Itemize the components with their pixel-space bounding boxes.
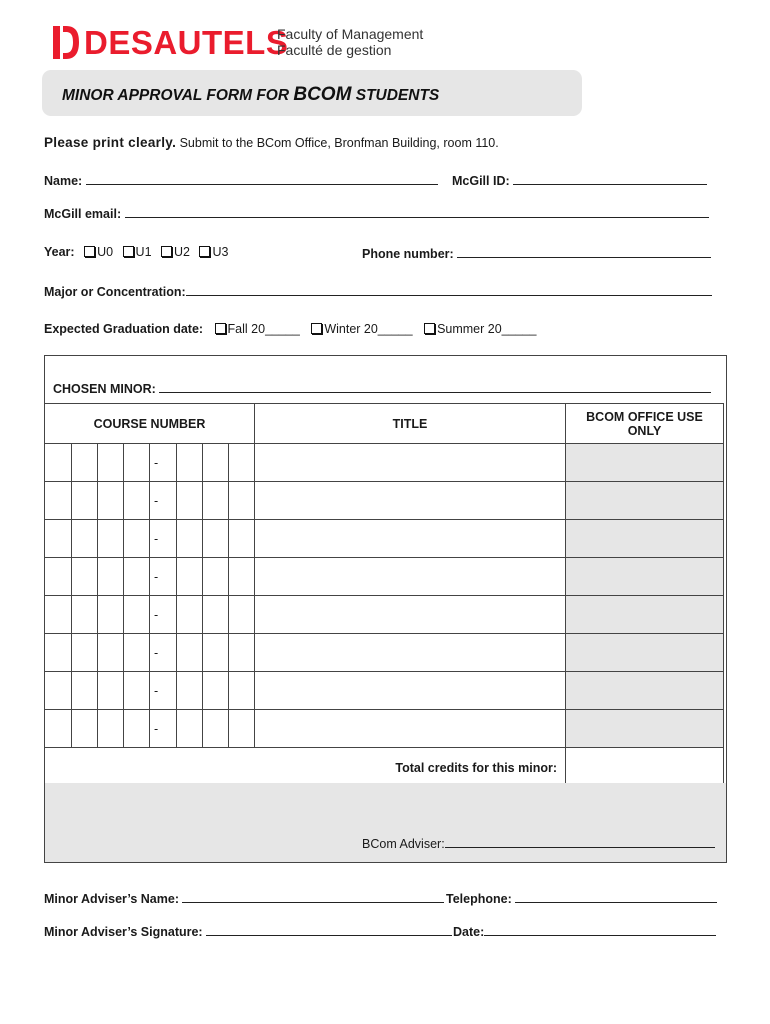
adviser-name-label: Minor Adviser’s Name: — [44, 892, 179, 906]
bcom-adviser-box — [44, 783, 727, 863]
course-number-cell[interactable] — [203, 634, 229, 672]
course-number-cell[interactable] — [98, 444, 124, 482]
table-row — [45, 520, 724, 558]
course-title-cell[interactable] — [255, 710, 566, 748]
course-number-cell[interactable] — [72, 596, 98, 634]
course-title-cell[interactable] — [255, 596, 566, 634]
course-number-cell[interactable] — [203, 672, 229, 710]
course-number-cell[interactable] — [98, 482, 124, 520]
course-number-cell[interactable] — [45, 520, 72, 558]
course-number-cell[interactable] — [124, 520, 150, 558]
total-credits-label: Total credits for this minor: — [45, 748, 566, 788]
course-number-header: COURSE NUMBER — [45, 404, 255, 444]
course-title-cell[interactable] — [255, 520, 566, 558]
course-number-separator: - — [150, 596, 177, 634]
grad-summer-checkbox[interactable] — [424, 323, 435, 334]
year-u2-label: U2 — [174, 245, 190, 259]
course-title-cell[interactable] — [255, 444, 566, 482]
phone-label: Phone number: — [362, 247, 454, 261]
logo-wordmark: DESAUTELS — [84, 24, 289, 61]
course-number-cell[interactable] — [45, 444, 72, 482]
course-number-cell[interactable] — [98, 710, 124, 748]
course-number-cell[interactable] — [98, 520, 124, 558]
office-use-cell — [566, 672, 724, 710]
grad-winter-checkbox[interactable] — [311, 323, 322, 334]
table-row — [45, 558, 724, 596]
office-use-cell — [566, 444, 724, 482]
course-number-separator: - — [150, 444, 177, 482]
course-number-cell[interactable] — [45, 634, 72, 672]
office-use-cell — [566, 482, 724, 520]
bcom-adviser-label: BCom Adviser: — [362, 837, 445, 851]
logo-subtitle-fr: Faculté de gestion — [277, 42, 392, 58]
year-u3-label: U3 — [212, 245, 229, 259]
table-row — [45, 672, 724, 710]
desautels-logo-mark-icon — [50, 22, 80, 62]
office-use-cell — [566, 558, 724, 596]
form-title-part: STUDENTS — [351, 87, 440, 104]
course-number-cell[interactable] — [203, 520, 229, 558]
form-title — [62, 84, 439, 106]
telephone-blank[interactable] — [515, 890, 717, 903]
course-number-cell[interactable] — [177, 482, 203, 520]
course-number-cell[interactable] — [72, 482, 98, 520]
adviser-signature-field[interactable] — [44, 923, 452, 939]
course-number-cell[interactable] — [177, 558, 203, 596]
course-number-cell[interactable] — [124, 672, 150, 710]
date-label: Date: — [453, 925, 485, 939]
year-u2-checkbox[interactable] — [161, 246, 172, 257]
logo-subtitle — [277, 26, 423, 58]
course-number-cell[interactable] — [98, 634, 124, 672]
adviser-name-blank[interactable] — [182, 890, 444, 903]
phone-field[interactable] — [362, 245, 711, 261]
course-number-cell[interactable] — [229, 710, 255, 748]
course-number-cell[interactable] — [124, 444, 150, 482]
year-u1-label: U1 — [135, 245, 152, 259]
course-number-cell[interactable] — [229, 482, 255, 520]
course-number-cell[interactable] — [98, 672, 124, 710]
course-number-cell[interactable] — [177, 710, 203, 748]
intro-text: Submit to the BCom Office, Bronfman Building, room 110. — [176, 136, 499, 150]
table-header-row — [45, 404, 724, 444]
course-number-cell[interactable] — [72, 634, 98, 672]
name-blank[interactable] — [86, 172, 438, 185]
course-number-cell[interactable] — [124, 596, 150, 634]
intro-line — [44, 135, 499, 150]
course-number-cell[interactable] — [229, 444, 255, 482]
office-use-line2: ONLY — [627, 423, 662, 438]
course-number-cell[interactable] — [124, 482, 150, 520]
name-label: Name: — [44, 174, 83, 188]
table-row — [45, 482, 724, 520]
email-label: McGill email: — [44, 207, 122, 221]
total-credits-cell[interactable] — [566, 748, 724, 788]
form-title-part: MINOR APPROVAL FORM FOR — [62, 87, 294, 104]
course-number-separator: - — [150, 482, 177, 520]
table-row — [45, 444, 724, 482]
form-title-bcom: BCOM — [293, 84, 352, 105]
course-number-cell[interactable] — [124, 634, 150, 672]
office-use-cell — [566, 710, 724, 748]
year-u0-label: U0 — [97, 245, 114, 259]
year-u3-checkbox[interactable] — [199, 246, 210, 257]
course-number-separator: - — [150, 672, 177, 710]
email-blank[interactable] — [125, 205, 709, 218]
bcom-adviser-field[interactable] — [362, 835, 715, 851]
course-number-cell[interactable] — [203, 558, 229, 596]
course-number-cell[interactable] — [177, 672, 203, 710]
grad-date-label: Expected Graduation date: — [44, 322, 204, 336]
table-row — [45, 596, 724, 634]
course-title-cell[interactable] — [255, 634, 566, 672]
office-use-cell — [566, 596, 724, 634]
year-label: Year: — [44, 245, 75, 259]
chosen-minor-blank[interactable] — [159, 380, 711, 393]
course-number-separator: - — [150, 520, 177, 558]
course-number-cell[interactable] — [45, 558, 72, 596]
office-use-cell — [566, 634, 724, 672]
course-number-cell[interactable] — [229, 634, 255, 672]
course-number-cell[interactable] — [177, 520, 203, 558]
adviser-signature-blank[interactable] — [206, 923, 452, 936]
adviser-signature-label: Minor Adviser’s Signature: — [44, 925, 203, 939]
mcgill-id-field[interactable] — [452, 172, 707, 188]
course-number-separator: - — [150, 710, 177, 748]
course-number-cell[interactable] — [124, 710, 150, 748]
course-number-cell[interactable] — [72, 710, 98, 748]
course-number-cell[interactable] — [45, 672, 72, 710]
mcgill-id-label: McGill ID: — [452, 174, 510, 188]
course-number-cell[interactable] — [203, 710, 229, 748]
telephone-label: Telephone: — [446, 892, 512, 906]
course-number-cell[interactable] — [45, 596, 72, 634]
date-blank[interactable] — [484, 923, 716, 936]
course-title-cell[interactable] — [255, 558, 566, 596]
grad-summer-label: Summer 20_____ — [437, 322, 537, 336]
course-number-cell[interactable] — [203, 482, 229, 520]
grad-date-field — [44, 322, 536, 336]
desautels-logo — [50, 22, 450, 66]
course-number-cell[interactable] — [229, 558, 255, 596]
adviser-name-field[interactable] — [44, 890, 444, 906]
course-number-cell[interactable] — [177, 634, 203, 672]
course-table — [44, 403, 724, 788]
year-u1-checkbox[interactable] — [123, 246, 134, 257]
chosen-minor-label: CHOSEN MINOR: — [53, 382, 156, 396]
office-use-header — [566, 404, 724, 444]
table-row — [45, 634, 724, 672]
course-number-cell[interactable] — [72, 672, 98, 710]
grad-fall-label: Fall 20_____ — [227, 322, 300, 336]
course-number-cell[interactable] — [72, 444, 98, 482]
year-u0-checkbox[interactable] — [84, 246, 95, 257]
course-number-cell[interactable] — [229, 520, 255, 558]
total-credits-row — [45, 748, 724, 788]
grad-winter-label: Winter 20_____ — [324, 322, 413, 336]
course-number-cell[interactable] — [98, 558, 124, 596]
course-number-cell[interactable] — [72, 520, 98, 558]
phone-blank[interactable] — [457, 245, 711, 258]
major-field[interactable] — [44, 283, 712, 299]
form-title-banner — [42, 70, 582, 116]
course-number-cell[interactable] — [98, 596, 124, 634]
course-number-cell[interactable] — [229, 672, 255, 710]
title-header: TITLE — [255, 404, 566, 444]
course-number-cell[interactable] — [45, 482, 72, 520]
office-use-cell — [566, 520, 724, 558]
course-number-cell[interactable] — [177, 596, 203, 634]
course-number-cell[interactable] — [203, 444, 229, 482]
year-field — [44, 245, 228, 259]
telephone-field[interactable] — [446, 890, 717, 906]
course-number-cell[interactable] — [229, 596, 255, 634]
office-use-line1: BCOM OFFICE USE — [586, 409, 703, 424]
grad-fall-checkbox[interactable] — [215, 323, 226, 334]
course-number-separator: - — [150, 558, 177, 596]
intro-bold: Please print clearly. — [44, 135, 177, 150]
course-number-cell[interactable] — [72, 558, 98, 596]
email-field[interactable] — [44, 205, 709, 221]
course-number-cell[interactable] — [177, 444, 203, 482]
major-blank[interactable] — [186, 283, 712, 296]
logo-subtitle-en: Faculty of Management — [277, 26, 424, 42]
course-number-cell[interactable] — [203, 596, 229, 634]
course-number-cell[interactable] — [124, 558, 150, 596]
bcom-adviser-blank[interactable] — [445, 835, 715, 848]
course-title-cell[interactable] — [255, 672, 566, 710]
course-number-separator: - — [150, 634, 177, 672]
major-label: Major or Concentration: — [44, 285, 186, 299]
table-row — [45, 710, 724, 748]
chosen-minor-field[interactable] — [53, 380, 711, 396]
course-title-cell[interactable] — [255, 482, 566, 520]
date-field[interactable] — [453, 923, 716, 939]
name-field[interactable] — [44, 172, 438, 188]
mcgill-id-blank[interactable] — [513, 172, 707, 185]
course-number-cell[interactable] — [45, 710, 72, 748]
